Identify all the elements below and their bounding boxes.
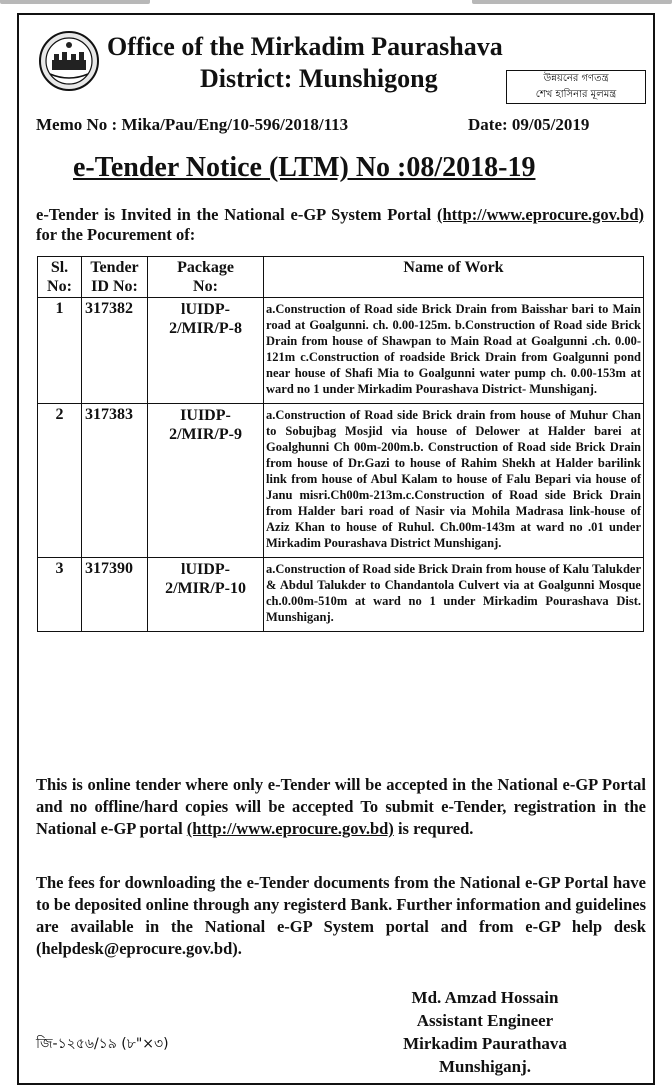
intro-paragraph	[36, 205, 644, 245]
signatory-name: Md. Amzad Hossain	[411, 988, 559, 1007]
intro-text: e-Tender is Invited in the National e-GP System Portal	[36, 205, 437, 224]
sl-cell: 3	[38, 558, 82, 632]
online-tender-paragraph: This is online tender where only e-Tender will be accepted in the National e-GP Portal and no offline/hard copies will be accepted To submit e-Tender, registration in the National e-GP portal (http://www.eprocure.gov.bd) is requred.	[36, 775, 646, 838]
cropped-top-text	[0, 0, 672, 6]
table-row	[38, 404, 644, 558]
fees-paragraph: The fees for downloading the e-Tender documents from the National e-GP Portal have to be deposited online through any registerd Bank. Further information and guidelines are available in the National e-GP System portal and from e-GP help desk (helpdesk@eprocure.gov.bd).	[36, 873, 646, 958]
memo-number: Memo No : Mika/Pau/Eng/10-596/2018/113	[36, 115, 349, 134]
package-cell: lUIDP- 2/MIR/P-8	[148, 298, 264, 404]
eprocure-link[interactable]: (http://www.eprocure.gov.bd)	[436, 205, 644, 224]
notice-title: e-Tender Notice (LTM) No :08/2018-19	[73, 152, 536, 183]
intro-text-end: for the Pocurement of:	[36, 225, 196, 244]
signature-block	[375, 986, 595, 1078]
work-cell: a.Construction of Road side Brick drain from house of Muhur Chan to Sobujbag Mosjid via house of Delower at Halder barei at Goalghunni Ch 00m-200m.b. Construction of Road side Brick Drain from house of Dr.Gazi to house of Rahim Shekh at Halder barilink link from house of Abul Kalam to house of Falu Bepari via house of Janu misri.Ch00m-213m.c.Construction of Road side Brick Drain from Halder bari road of Nasir via Mohila Madrasa link-house of Aziz Khan to house of Ruhul. Ch.00m-143m at ward no .01 under Mirkadim Pourashava District Munshiganj.	[264, 404, 644, 558]
table-row	[38, 558, 644, 632]
eprocure-link[interactable]: (http://www.eprocure.gov.bd)	[186, 819, 394, 838]
publication-reference: জি-১২৫৬/১৯ (৮"×৩)	[36, 1036, 169, 1052]
district-title: District: Munshigong	[200, 64, 438, 93]
package-cell: IUIDP- 2/MIR/P-9	[148, 404, 264, 558]
work-header: Name of Work	[264, 257, 644, 298]
signatory-place: Munshiganj.	[438, 1057, 532, 1076]
tender-id-cell: 317383	[82, 404, 148, 558]
table-row	[38, 298, 644, 404]
works-table	[37, 256, 644, 632]
table-header-row	[38, 257, 644, 298]
slogan-line: উন্নয়নের গণতন্ত্র	[543, 73, 609, 84]
paurashava-seal-icon	[38, 30, 100, 92]
sl-header: Sl. No:	[38, 257, 82, 298]
sl-cell: 1	[38, 298, 82, 404]
sl-cell: 2	[38, 404, 82, 558]
tender-id-cell: 317390	[82, 558, 148, 632]
work-cell: a.Construction of Road side Brick Drain from Baisshar bari to Main road at Goalgunni. ch. 0.00-125m. b.Construction of Road side Brick Drain from house of Shawpan to Main Road at Goalgunni .ch. 0.00-121m c.Construction of roadside Brick Drain from Goalgunni pond near house of Shafi Mia to Goalgunni water pump ch. 0.00-153m at ward no 1 under Mirkadim Pourashava District- Munshiganj.	[264, 298, 644, 404]
tender-id-header: Tender ID No:	[82, 257, 148, 298]
memo-date: Date: 09/05/2019	[468, 115, 590, 134]
package-cell: lUIDP- 2/MIR/P-10	[148, 558, 264, 632]
signatory-designation: Assistant Engineer	[416, 1011, 554, 1030]
slogan-line: শেখ হাসিনার মূলমন্ত্র	[535, 89, 617, 100]
slogan-box	[506, 70, 646, 104]
signatory-office: Mirkadim Paurathava	[403, 1034, 567, 1053]
package-header: Package No:	[148, 257, 264, 298]
tender-id-cell: 317382	[82, 298, 148, 404]
work-cell: a.Construction of Road side Brick Drain from house of Kalu Talukder & Abdul Talukder to Chandantola Culvert via at Goalgunni Mosque ch.0.00m-510m at ward no 1 under Mirkadim Pourashava Dist. Munshiganj.	[264, 558, 644, 632]
office-title: Office of the Mirkadim Paurashava	[107, 32, 503, 61]
